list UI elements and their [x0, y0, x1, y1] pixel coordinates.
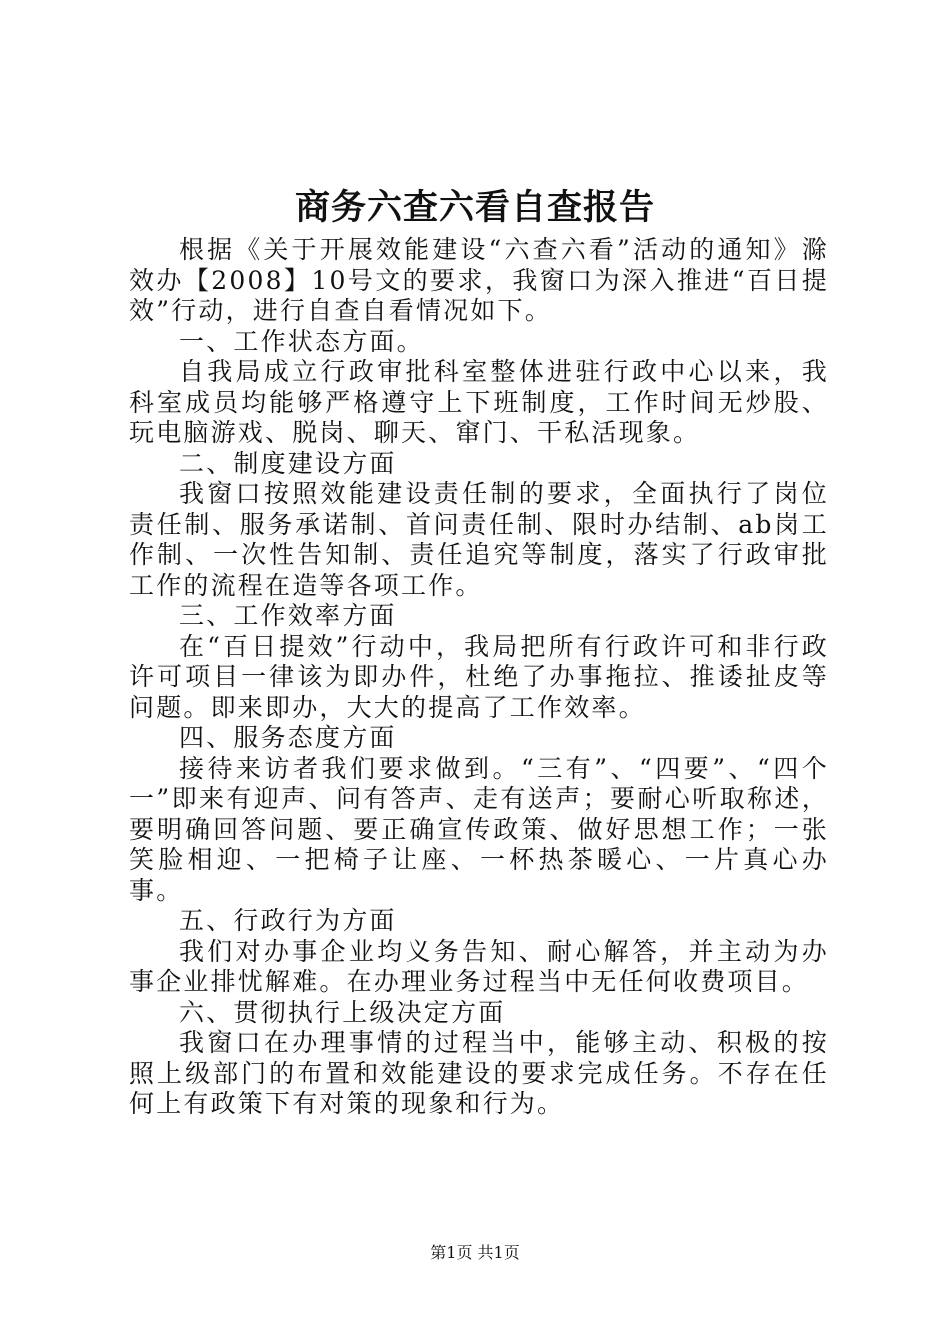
document-body [129, 235, 829, 1120]
body-paragraph: 我窗口按照效能建设责任制的要求，全面执行了岗位责任制、服务承诺制、首问责任制、限时办结制、ab岗工作制、一次性告知制、责任追究等制度，落实了行政审批工作的流程在造等各项工作。 [129, 479, 829, 600]
body-paragraph: 自我局成立行政审批科室整体进驻行政中心以来，我科室成员均能够严格遵守上下班制度，工作时间无炒股、玩电脑游戏、脱岗、聊天、窜门、干私活现象。 [129, 357, 829, 447]
body-paragraph: 接待来访者我们要求做到。“三有”、“四要”、“四个一”即来有迎声、问有答声、走有送声；要耐心听取称述，要明确回答问题、要正确宣传政策、做好思想工作；一张笑脸相迎、一把椅子让座、一杯热茶暖心、一片真心办事。 [129, 753, 829, 905]
section-heading: 二、制度建设方面 [179, 448, 397, 478]
body-paragraph: 我们对办事企业均义务告知、耐心解答，并主动为办事企业排忧解难。在办理业务过程当中无任何收费项目。 [129, 936, 829, 996]
section-heading: 三、工作效率方面 [179, 601, 397, 630]
section-heading: 一、工作状态方面。 [179, 326, 424, 356]
document-title: 商务六查六看自查报告 [294, 187, 655, 228]
page-footer: 第1页 共1页 [430, 1243, 520, 1262]
body-paragraph: 我窗口在办理事情的过程当中，能够主动、积极的按照上级部门的布置和效能建设的要求完成任务。不存在任何上有政策下有对策的现象和行为。 [129, 1028, 829, 1118]
body-paragraph: 在“百日提效”行动中，我局把所有行政许可和非行政许可项目一律该为即办件，杜绝了办事拖拉、推诿扯皮等问题。即来即办，大大的提高了工作效率。 [129, 631, 829, 722]
section-heading: 六、贯彻执行上级决定方面 [179, 997, 506, 1027]
section-heading: 四、服务态度方面 [179, 723, 397, 752]
body-paragraph: 根据《关于开展效能建设“六查六看”活动的通知》滁效办【2008】10号文的要求，我窗口为深入推进“百日提效”行动，进行自查自看情况如下。 [129, 235, 829, 325]
section-heading: 五、行政行为方面 [179, 906, 397, 935]
